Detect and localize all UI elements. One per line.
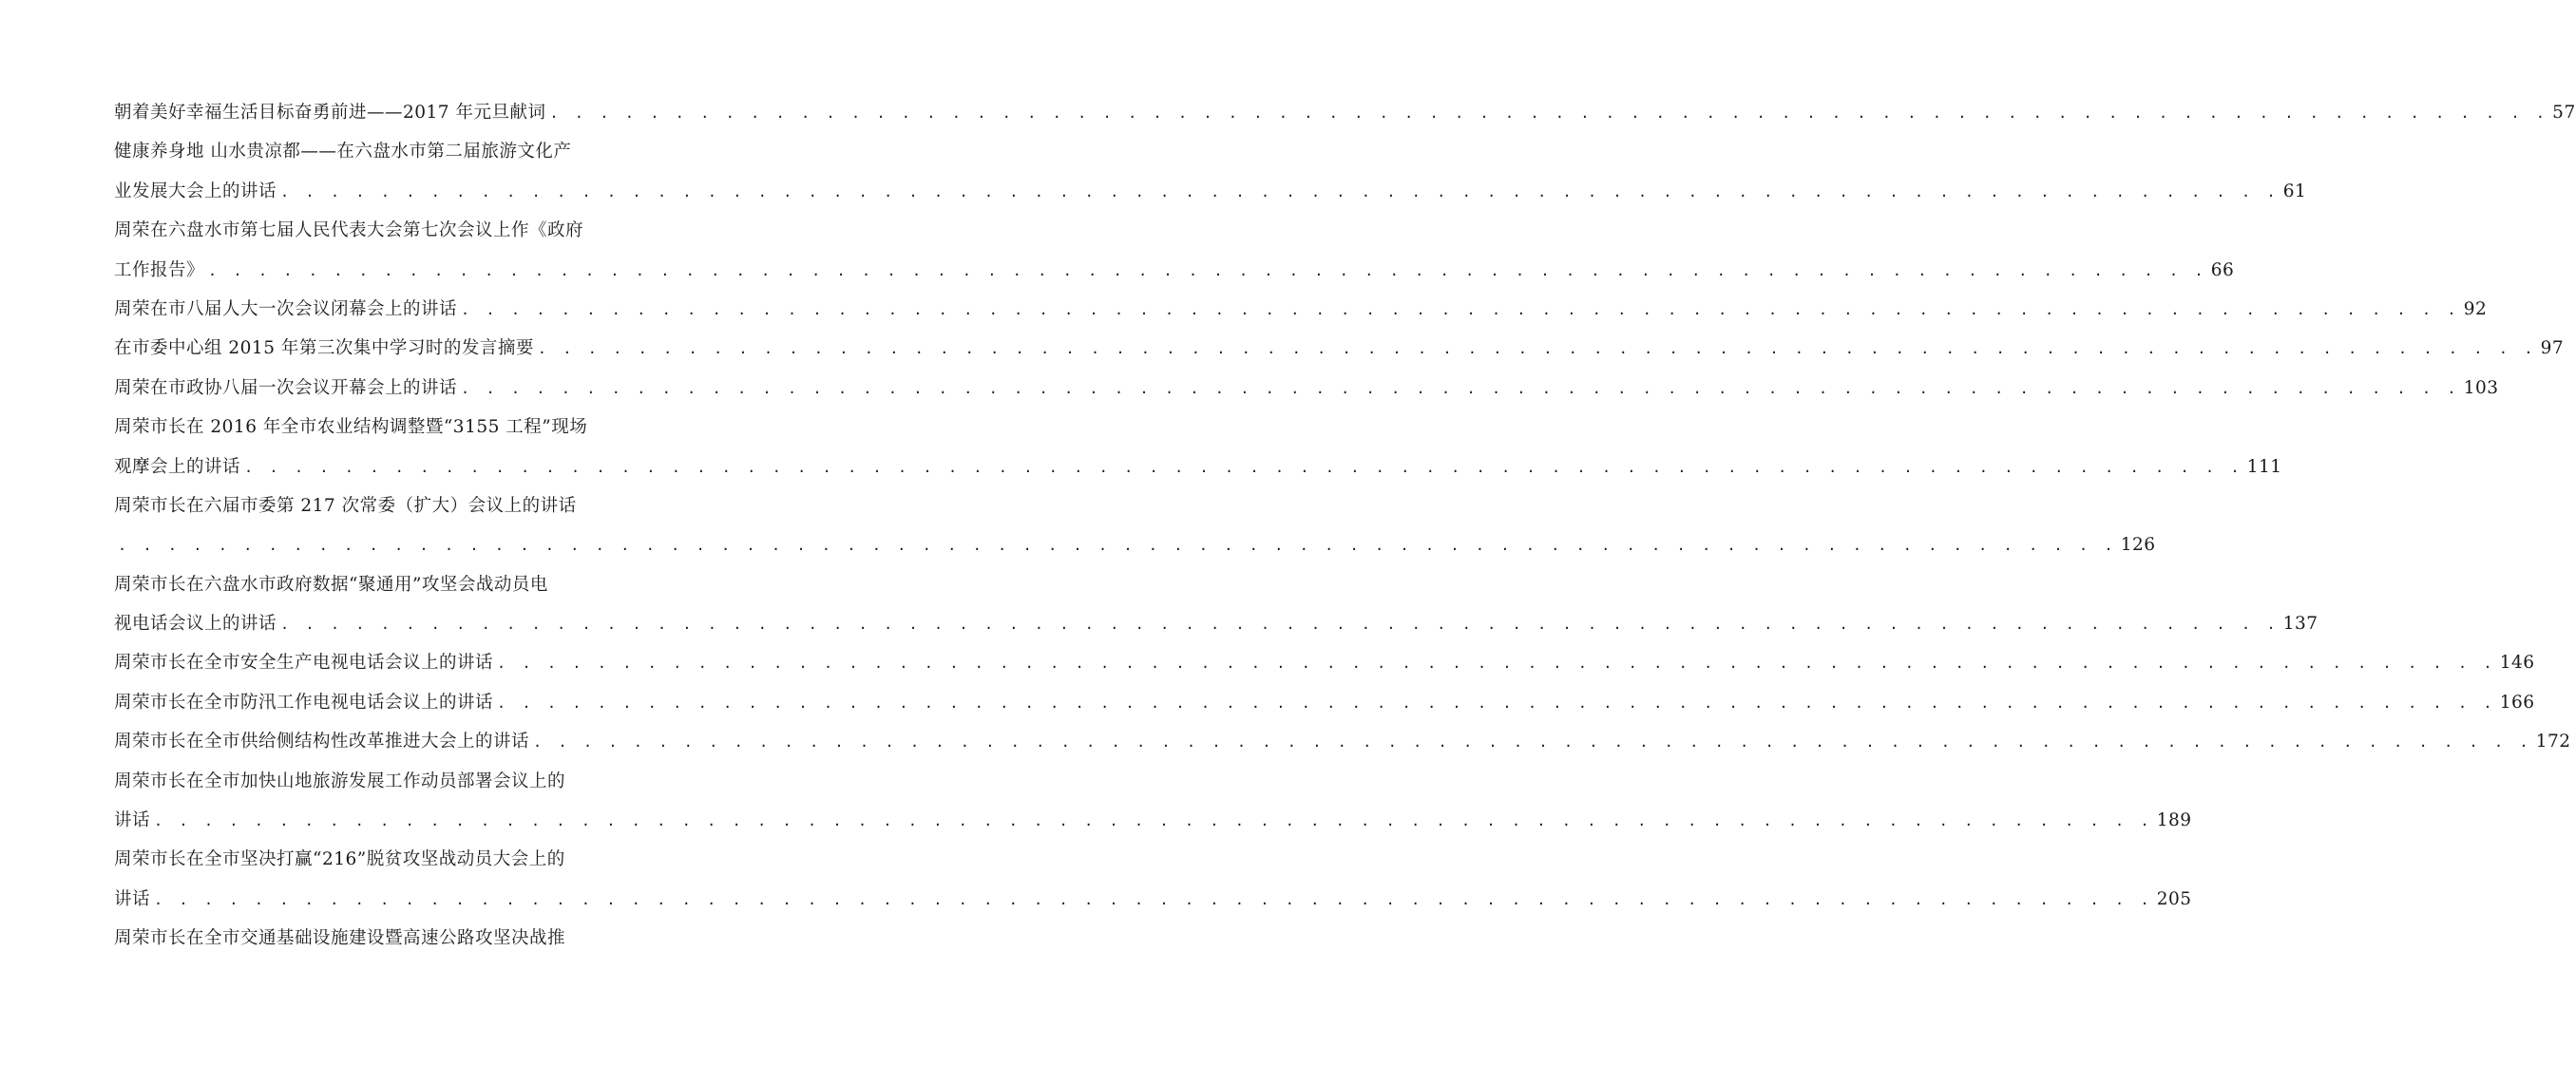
toc-entry-line [114, 251, 2235, 290]
toc-page-number: 189 [2156, 810, 2192, 831]
toc-entry-line [114, 722, 2571, 761]
toc-entry-line [114, 643, 2535, 682]
toc-dot-leader: . . . . . . . . . . . . . . . . . . . . . . . . . . . . . . . . . . . . . . . . . . . . . . . . . . . . . . . . . . . . . . . . . . . . . . . . . . . . . . . . [244, 458, 2243, 476]
toc-entry-title: 周荣市长在全市防汛工作电视电话会议上的讲话 [114, 692, 494, 713]
toc-dot-leader: . . . . . . . . . . . . . . . . . . . . . . . . . . . . . . . . . . . . . . . . . . . . . . . . . . . . . . . . . . . . . . . . . . . . . . . . . . . . . . . . [154, 890, 2153, 908]
toc-entry-line [114, 525, 2156, 564]
toc-entry-line [114, 329, 2565, 368]
toc-entry-line [114, 919, 639, 958]
toc-dot-leader: . . . . . . . . . . . . . . . . . . . . . . . . . . . . . . . . . . . . . . . . . . . . . . . . . . . . . . . . . . . . . . . . . . . . . . . . . . . . . . . . [208, 261, 2207, 279]
toc-entry-line [114, 880, 2192, 919]
toc-entry-title: 周荣市长在六届市委第 217 次常委（扩大）会议上的讲话 [114, 495, 577, 516]
toc-dot-leader: . . . . . . . . . . . . . . . . . . . . . . . . . . . . . . . . . . . . . . . . . . . . . . . . . . . . . . . . . . . . . . . . . . . . . . . . . . . . . . . . [497, 694, 2496, 712]
toc-entry-line [114, 801, 2192, 840]
toc-dot-leader: . . . . . . . . . . . . . . . . . . . . . . . . . . . . . . . . . . . . . . . . . . . . . . . . . . . . . . . . . . . . . . . . . . . . . . . . . . . . . . . . [549, 105, 2549, 122]
toc-page-number: 205 [2156, 888, 2192, 909]
toc-entry-title: 周荣在市八届人大一次会议闭幕会上的讲话 [114, 298, 458, 319]
toc-page-number: 97 [2540, 338, 2565, 359]
toc-entry-title: 观摩会上的讲话 [114, 456, 241, 477]
toc-entry-title: 视电话会议上的讲话 [114, 614, 277, 635]
toc-entry-title: 健康养身地 山水贵凉都——在六盘水市第二届旅游文化产 [114, 142, 572, 162]
toc-entry-title: 讲话 [114, 810, 151, 831]
toc-dot-leader: . . . . . . . . . . . . . . . . . . . . . . . . . . . . . . . . . . . . . . . . . . . . . . . . . . . . . . . . . . . . . . . . . . . . . . . . . . . . . . . . [280, 616, 2280, 634]
toc-entry-line [114, 369, 2499, 408]
toc-dot-leader: . . . . . . . . . . . . . . . . . . . . . . . . . . . . . . . . . . . . . . . . . . . . . . . . . . . . . . . . . . . . . . . . . . . . . . . . . . . . . . . . [533, 733, 2532, 752]
toc-dot-leader: . . . . . . . . . . . . . . . . . . . . . . . . . . . . . . . . . . . . . . . . . . . . . . . . . . . . . . . . . . . . . . . . . . . . . . . . . . . . . . . . [280, 182, 2280, 200]
toc-page-number: 146 [2499, 653, 2535, 674]
toc-entry-title: 朝着美好幸福生活目标奋勇前进——2017 年元旦献词 [114, 103, 546, 123]
toc-page-number: 61 [2282, 181, 2307, 201]
toc-entry-title: 讲话 [114, 888, 151, 909]
toc-dot-leader: . . . . . . . . . . . . . . . . . . . . . . . . . . . . . . . . . . . . . . . . . . . . . . . . . . . . . . . . . . . . . . . . . . . . . . . . . . . . . . . . [461, 300, 2460, 318]
toc-entry-title: 周荣市长在全市交通基础设施建设暨高速公路攻坚决战推 [114, 928, 566, 949]
toc-dot-leader: . . . . . . . . . . . . . . . . . . . . . . . . . . . . . . . . . . . . . . . . . . . . . . . . . . . . . . . . . . . . . . . . . . . . . . . . . . . . . . . . [461, 379, 2460, 397]
toc-page-number: 66 [2210, 259, 2235, 280]
toc-dot-leader: . . . . . . . . . . . . . . . . . . . . . . . . . . . . . . . . . . . . . . . . . . . . . . . . . . . . . . . . . . . . . . . . . . . . . . . . . . . . . . . . [497, 655, 2496, 673]
toc-entry-title: 周荣市长在 2016 年全市农业结构调整暨“3155 工程”现场 [114, 417, 588, 438]
toc-page-number: 57 [2552, 103, 2576, 123]
toc-entry-line [114, 683, 2535, 722]
toc-dot-leader: . . . . . . . . . . . . . . . . . . . . . . . . . . . . . . . . . . . . . . . . . . . . . . . . . . . . . . . . . . . . . . . . . . . . . . . . . . . . . . . . [537, 340, 2537, 358]
toc-entry-line [114, 172, 2307, 211]
toc-entry-line [114, 408, 639, 447]
toc-entry-line [114, 604, 2318, 643]
toc-page-number: 92 [2463, 298, 2488, 319]
toc-entry-title: 业发展大会上的讲话 [114, 181, 277, 201]
toc-page-number: 126 [2120, 535, 2156, 556]
table-of-contents [114, 93, 2576, 959]
toc-page-number: 172 [2535, 732, 2571, 752]
toc-entry-line [114, 211, 639, 250]
toc-page-number: 166 [2499, 692, 2535, 713]
toc-entry-line [114, 290, 2488, 329]
toc-entry-line [114, 447, 2282, 486]
toc-entry-line [114, 840, 639, 879]
toc-entry-title: 周荣市长在六盘水市政府数据“聚通用”攻坚会战动员电 [114, 574, 548, 595]
toc-entry-title: 周荣市长在全市加快山地旅游发展工作动员部署会议上的 [114, 771, 566, 791]
toc-page-number: 103 [2463, 377, 2499, 398]
toc-entry-title: 周荣市长在全市供给侧结构性改革推进大会上的讲话 [114, 732, 530, 752]
toc-entry-title: 周荣在市政协八届一次会议开幕会上的讲话 [114, 377, 458, 398]
toc-entry-line [114, 486, 639, 525]
toc-entry-line [114, 565, 639, 604]
toc-entry-title: 周荣在六盘水市第七届人民代表大会第七次会议上作《政府 [114, 220, 584, 241]
toc-dot-leader: . . . . . . . . . . . . . . . . . . . . . . . . . . . . . . . . . . . . . . . . . . . . . . . . . . . . . . . . . . . . . . . . . . . . . . . . . . . . . . . . [154, 812, 2153, 830]
toc-entry-line [114, 762, 639, 801]
toc-page-number: 111 [2246, 456, 2282, 477]
toc-entry-title: 工作报告》 [114, 259, 205, 280]
toc-page-number: 137 [2282, 614, 2318, 635]
toc-entry-title: 周荣市长在全市坚决打赢“216”脱贫攻坚战动员大会上的 [114, 849, 565, 870]
toc-entry-title: 周荣市长在全市安全生产电视电话会议上的讲话 [114, 653, 494, 674]
toc-dot-leader: . . . . . . . . . . . . . . . . . . . . . . . . . . . . . . . . . . . . . . . . . . . . . . . . . . . . . . . . . . . . . . . . . . . . . . . . . . . . . . . . [118, 537, 2117, 555]
toc-entry-line [114, 132, 639, 171]
toc-entry-line [114, 93, 2576, 132]
toc-entry-title: 在市委中心组 2015 年第三次集中学习时的发言摘要 [114, 338, 534, 359]
